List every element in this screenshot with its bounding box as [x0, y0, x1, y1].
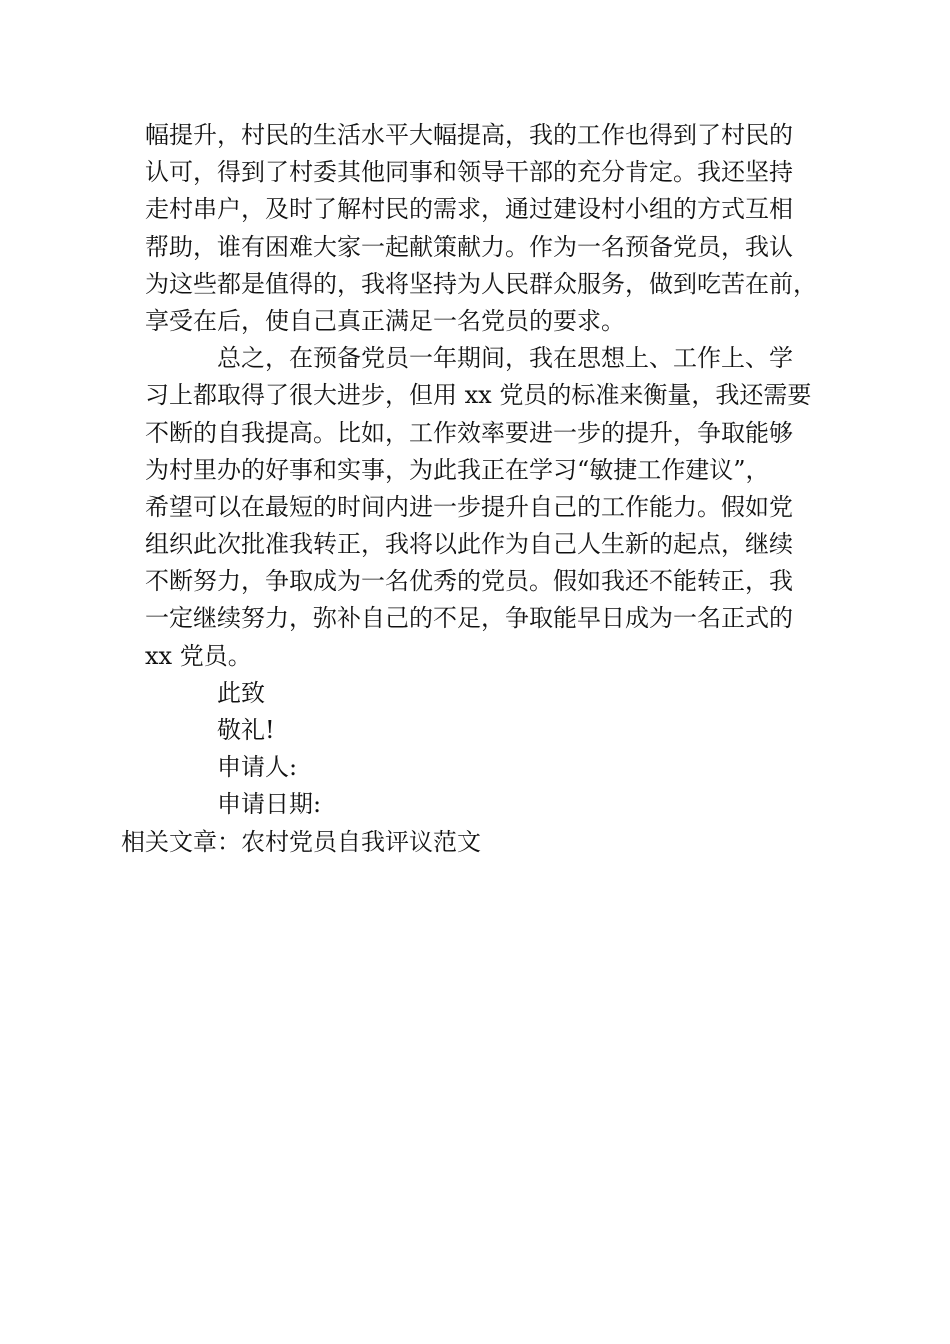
paragraph-line: 希望可以在最短的时间内进一步提升自己的工作能力。假如党: [145, 492, 793, 521]
applicant-label: 申请人:: [217, 753, 298, 782]
paragraph-line: 帮助，谁有困难大家一起献策献力。作为一名预备党员，我认: [145, 232, 793, 261]
paragraph-line: 走村串户，及时了解村民的需求，通过建设村小组的方式互相: [145, 195, 793, 224]
closing-respect: 敬礼!: [217, 716, 275, 744]
paragraph-line: 不断努力，争取成为一名优秀的党员。假如我还不能转正，我: [145, 567, 793, 596]
related-article-link[interactable]: 相关文章：农村党员自我评议范文: [121, 827, 481, 856]
paragraph-line: 习上都取得了很大进步，但用 xx 党员的标准来衡量，我还需要: [145, 381, 812, 410]
paragraph-line: 享受在后，使自己真正满足一名党员的要求。: [145, 306, 625, 335]
paragraph-line: 幅提升，村民的生活水平大幅提高，我的工作也得到了村民的: [145, 121, 793, 149]
paragraph-line: 为这些都是值得的，我将坚持为人民群众服务，做到吃苦在前，: [145, 269, 817, 298]
paragraph-line: 总之，在预备党员一年期间，我在思想上、工作上、学: [217, 344, 793, 373]
letter-body: [121, 117, 817, 861]
paragraph-line: 组织此次批准我转正，我将以此作为自己人生新的起点，继续: [145, 530, 793, 559]
closing-salutation: 此致: [217, 678, 265, 707]
paragraph-line: 不断的自我提高。比如，工作效率要进一步的提升，争取能够: [145, 418, 793, 447]
paragraph-line: 一定继续努力，弥补自己的不足，争取能早日成为一名正式的: [145, 604, 793, 633]
paragraph-line: 认可，得到了村委其他同事和领导干部的充分肯定。我还坚持: [145, 158, 793, 187]
application-date-label: 申请日期:: [217, 790, 322, 819]
paragraph-line: 为村里办的好事和实事，为此我正在学习“敏捷工作建议”，: [145, 455, 770, 484]
paragraph-line: xx 党员。: [145, 641, 252, 670]
